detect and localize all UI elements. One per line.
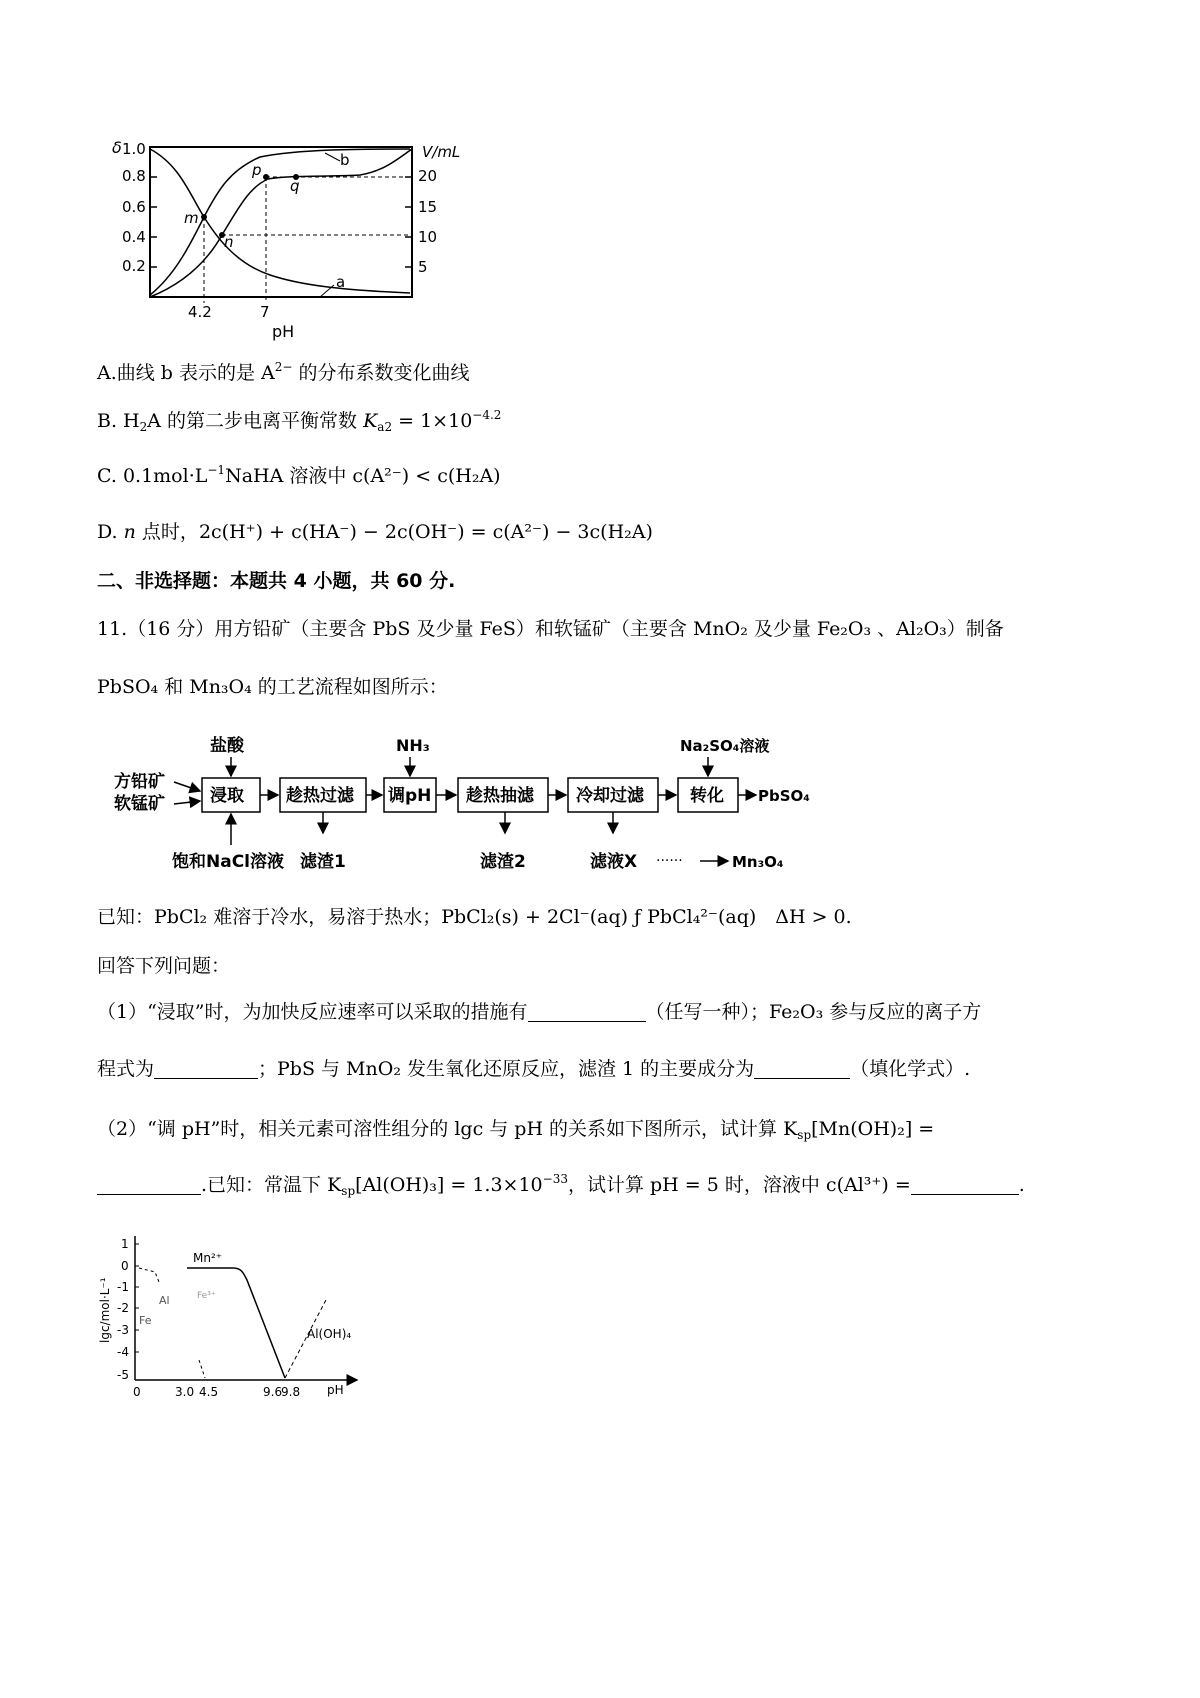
x-axis-label: pH [327, 1383, 344, 1397]
x-axis-label: pH [272, 322, 295, 341]
y-tick: -4 [117, 1345, 129, 1359]
answer-blank[interactable] [97, 1174, 201, 1195]
x-tick: 7 [260, 303, 270, 321]
y-axis-label: lgc/mol·L⁻¹ [98, 1277, 112, 1343]
x-tick: 3.0 [175, 1385, 195, 1399]
y-left-tick: 0.6 [122, 198, 146, 216]
process-flow-diagram [110, 735, 810, 875]
answer-blank[interactable] [911, 1174, 1019, 1195]
label-al-oh4: Al(OH)₄ [307, 1327, 352, 1341]
answer-blank[interactable] [754, 1058, 850, 1079]
box-hot-filter: 趁热过滤 [286, 786, 354, 806]
box-leach: 浸取 [210, 786, 244, 806]
y-tick: -2 [117, 1301, 129, 1315]
box-cool-filter: 冷却过滤 [576, 786, 644, 806]
y-tick: -5 [117, 1368, 129, 1382]
y-right-tick: 10 [418, 228, 438, 246]
x-tick: 0 [133, 1385, 141, 1399]
product-mn3o4: Mn₃O₄ [732, 853, 784, 871]
x-tick: 9.6 [263, 1385, 283, 1399]
y-left-tick: 0.8 [122, 167, 146, 185]
reagent-na2so4: Na₂SO₄溶液 [680, 737, 770, 755]
point-label-m: m [184, 209, 199, 227]
section-heading: 二、非选择题：本题共 4 小题，共 60 分. [97, 570, 456, 592]
option-b: B. $H_2A$ 的第二步电离平衡常数 $K_{a2} = 1\times 10^{-4.2}$ [97, 408, 502, 434]
point-label-q: q [290, 177, 300, 195]
label-faint: Fe³⁺ [197, 1291, 216, 1301]
label-fe: Fe [139, 1314, 152, 1327]
reagent-nh3: NH₃ [396, 736, 430, 755]
y-right-tick: 20 [418, 167, 438, 185]
x-tick: 4.5 [199, 1385, 219, 1399]
curve-label-b: b [340, 151, 350, 169]
residue-2: 滤渣2 [480, 852, 526, 872]
y-left-axis-symbol: δ [112, 138, 122, 157]
label-mn: Mn²⁺ [193, 1251, 223, 1265]
point-label-n: n [224, 233, 234, 251]
reagent-nacl: 饱和NaCl溶液 [172, 852, 285, 872]
q1-line1: （1）“浸取”时，为加快反应速率可以采取的措施有 （任写一种）；Fe₂O₃ 参与反应的离子方 [97, 1001, 982, 1023]
answer-prompt: 回答下列问题： [97, 955, 231, 977]
box-convert: 转化 [690, 786, 724, 806]
q11-line2: PbSO₄ 和 Mn₃O₄ 的工艺流程如图所示： [97, 676, 448, 698]
option-c: C. $0.1mol\cdot L^{-1}NaHA$ 溶液中 c(A²⁻) < c(H₂A) [97, 463, 501, 487]
x-tick: 9.8 [281, 1385, 301, 1399]
filtrate-x: 滤液X [590, 852, 638, 872]
box-hot-suction: 趁热抽滤 [466, 786, 534, 806]
answer-blank[interactable] [154, 1058, 258, 1079]
y-tick: -1 [117, 1280, 129, 1294]
y-right-tick: 5 [418, 258, 428, 276]
box-adjust-ph: 调pH [388, 786, 432, 806]
curve-label-a: a [336, 273, 346, 291]
flow-dots: ······ [656, 853, 683, 869]
point-label-p: p [252, 161, 262, 179]
q2-line2: .已知：常温下 $K_{sp}[Al(OH)_3] = 1.3\times 10^{-33}$，试计算 pH = 5 时，溶液中 c(Al³⁺) = . [97, 1172, 1025, 1198]
q11-line1: 11.（16 分）用方铅矿（主要含 PbS 及少量 FeS）和软锰矿（主要含 MnO₂ 及少量 Fe₂O₃ 、Al₂O₃）制备 [97, 618, 1004, 640]
option-d: D. n 点时，2c(H⁺) + c(HA⁻) − 2c(OH⁻) = c(A²⁻) − 3c(H₂A) [97, 521, 653, 543]
reagent-hcl: 盐酸 [210, 736, 244, 756]
option-a: A.曲线 b 表示的是 $A^{2-}$ 的分布系数变化曲线 [97, 360, 470, 384]
lgc-ph-chart [95, 1228, 385, 1408]
label-al: Al [159, 1294, 170, 1307]
x-tick: 4.2 [188, 303, 212, 321]
answer-blank[interactable] [528, 1001, 646, 1022]
mn-curve [187, 1268, 285, 1378]
residue-1: 滤渣1 [300, 852, 346, 872]
q1-line2: 程式为 ；PbS 与 MnO₂ 发生氧化还原反应，滤渣 1 的主要成分为 （填化学式）. [97, 1058, 971, 1080]
y-tick: -3 [117, 1323, 129, 1337]
y-right-tick: 15 [418, 198, 438, 216]
y-right-axis-label: V/mL [422, 143, 461, 161]
input-galena: 方铅矿 [114, 772, 165, 792]
known-info: 已知：PbCl₂ 难溶于冷水，易溶于热水；PbCl₂(s) + 2Cl⁻(aq) ƒ PbCl₄²⁻(aq) ΔH > 0. [97, 906, 852, 928]
y-left-tick: 1.0 [122, 140, 146, 158]
y-left-tick: 0.4 [122, 228, 146, 246]
distribution-chart [100, 135, 500, 345]
product-pbso4: PbSO₄ [758, 787, 810, 805]
q2-line1: （2）“调 pH”时，相关元素可溶性组分的 lgc 与 pH 的关系如下图所示，试计算 $K_{sp}[Mn(OH)_2]$ = [97, 1118, 935, 1142]
y-tick: 1 [121, 1237, 129, 1251]
input-pyrolusite: 软锰矿 [114, 794, 165, 814]
y-left-tick: 0.2 [122, 257, 146, 275]
y-tick: 0 [121, 1259, 129, 1273]
